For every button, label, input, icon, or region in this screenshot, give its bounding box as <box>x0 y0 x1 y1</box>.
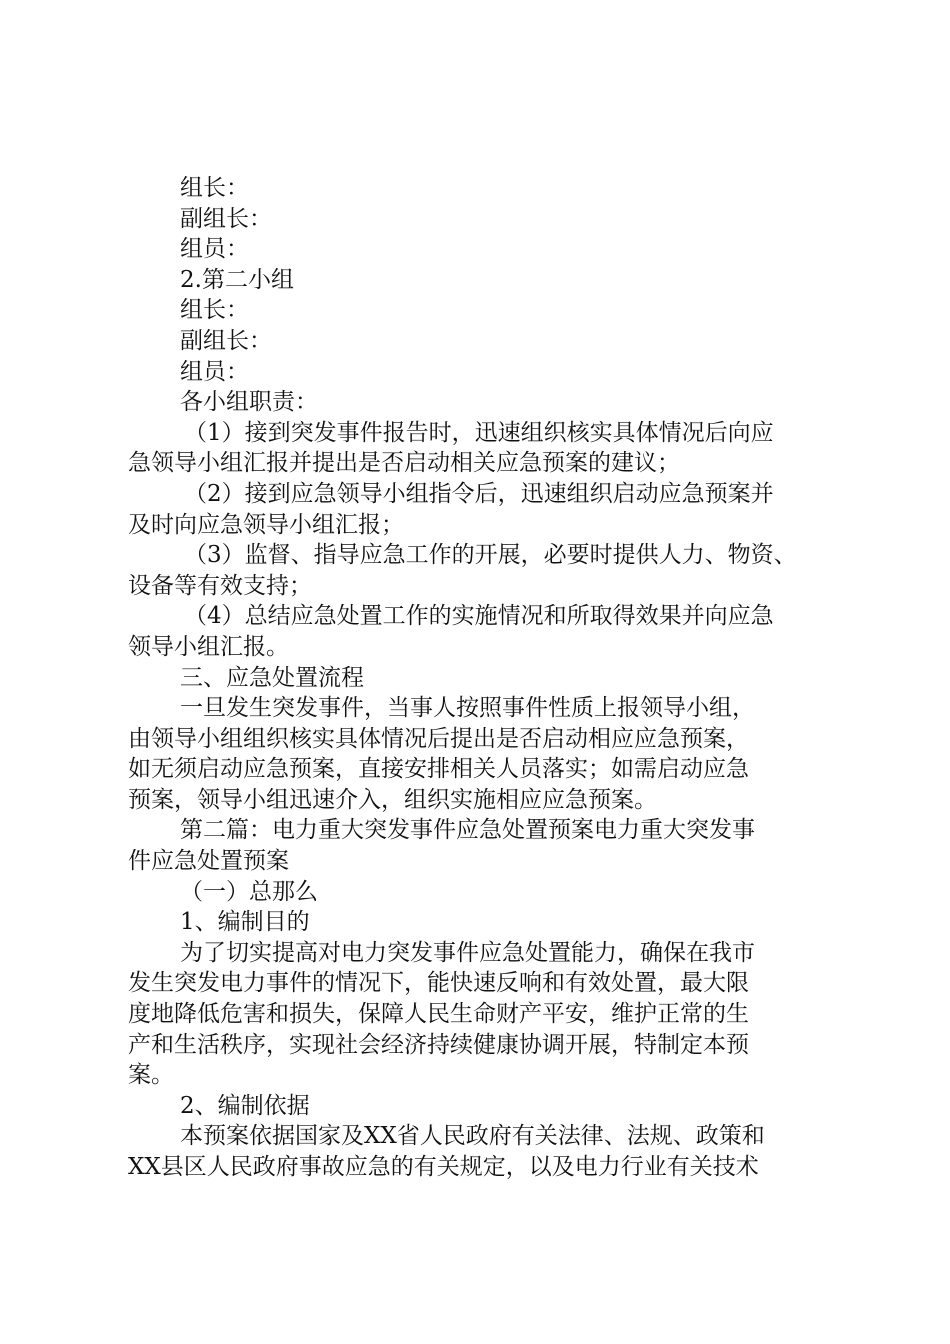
document-body <box>128 173 828 1183</box>
line-deputy-leader-2: 副组长： <box>180 327 272 354</box>
line-duty-1a: （1）接到突发事件报告时，迅速组织核实具体情况后向应 <box>184 419 774 446</box>
section-heading-process: 三、应急处置流程 <box>180 664 364 691</box>
line-purpose-5: 案。 <box>128 1062 174 1089</box>
line-group-leader-2: 组长： <box>180 297 249 324</box>
line-duty-4a: （4）总结应急处置工作的实施情况和所取得效果并向应急 <box>184 603 774 630</box>
line-process-1: 一旦发生突发事件，当事人按照事件性质上报领导小组， <box>180 695 755 722</box>
section-heading-general: （一）总那么 <box>180 878 318 905</box>
line-group-duties-heading: 各小组职责： <box>180 389 318 416</box>
line-duty-1b: 急领导小组汇报并提出是否启动相关应急预案的建议； <box>128 450 680 477</box>
line-purpose-4: 产和生活秩序，实现社会经济持续健康协调开展，特制定本预 <box>128 1031 749 1058</box>
line-members-1: 组员： <box>180 236 249 263</box>
line-process-2: 由领导小组组织核实具体情况后提出是否启动相应应急预案， <box>128 725 749 752</box>
line-second-group-heading: 2.第二小组 <box>180 266 294 293</box>
line-duty-2b: 及时向应急领导小组汇报； <box>128 511 404 538</box>
line-process-4: 预案，领导小组迅速介入，组织实施相应应急预案。 <box>128 786 657 813</box>
chapter-title-part-2b: 件应急处置预案 <box>128 848 289 875</box>
line-purpose-2: 发生突发电力事件的情况下，能快速反响和有效处置，最大限 <box>128 970 749 997</box>
line-group-leader-1: 组长： <box>180 175 249 201</box>
line-purpose-1: 为了切实提高对电力突发事件应急处置能力，确保在我市 <box>180 939 755 966</box>
line-members-2: 组员： <box>180 358 249 385</box>
line-deputy-leader-1: 副组长： <box>180 205 272 232</box>
chapter-title-part-2a: 第二篇：电力重大突发事件应急处置预案电力重大突发事 <box>180 817 755 844</box>
line-duty-3a: （3）监督、指导应急工作的开展，必要时提供人力、物资、 <box>184 542 797 569</box>
subheading-basis: 2、编制依据 <box>180 1092 310 1119</box>
line-process-3: 如无须启动应急预案，直接安排相关人员落实；如需启动应急 <box>128 756 749 783</box>
line-basis-1: 本预案依据国家及XX省人民政府有关法律、法规、政策和 <box>180 1123 765 1150</box>
line-basis-2: XX县区人民政府事故应急的有关规定，以及电力行业有关技术 <box>128 1154 759 1180</box>
line-purpose-3: 度地降低危害和损失，保障人民生命财产平安，维护正常的生 <box>128 1001 749 1028</box>
line-duty-3b: 设备等有效支持； <box>128 572 312 599</box>
subheading-purpose: 1、编制目的 <box>180 909 310 936</box>
line-duty-2a: （2）接到应急领导小组指令后，迅速组织启动应急预案并 <box>184 480 774 507</box>
line-duty-4b: 领导小组汇报。 <box>128 633 289 660</box>
